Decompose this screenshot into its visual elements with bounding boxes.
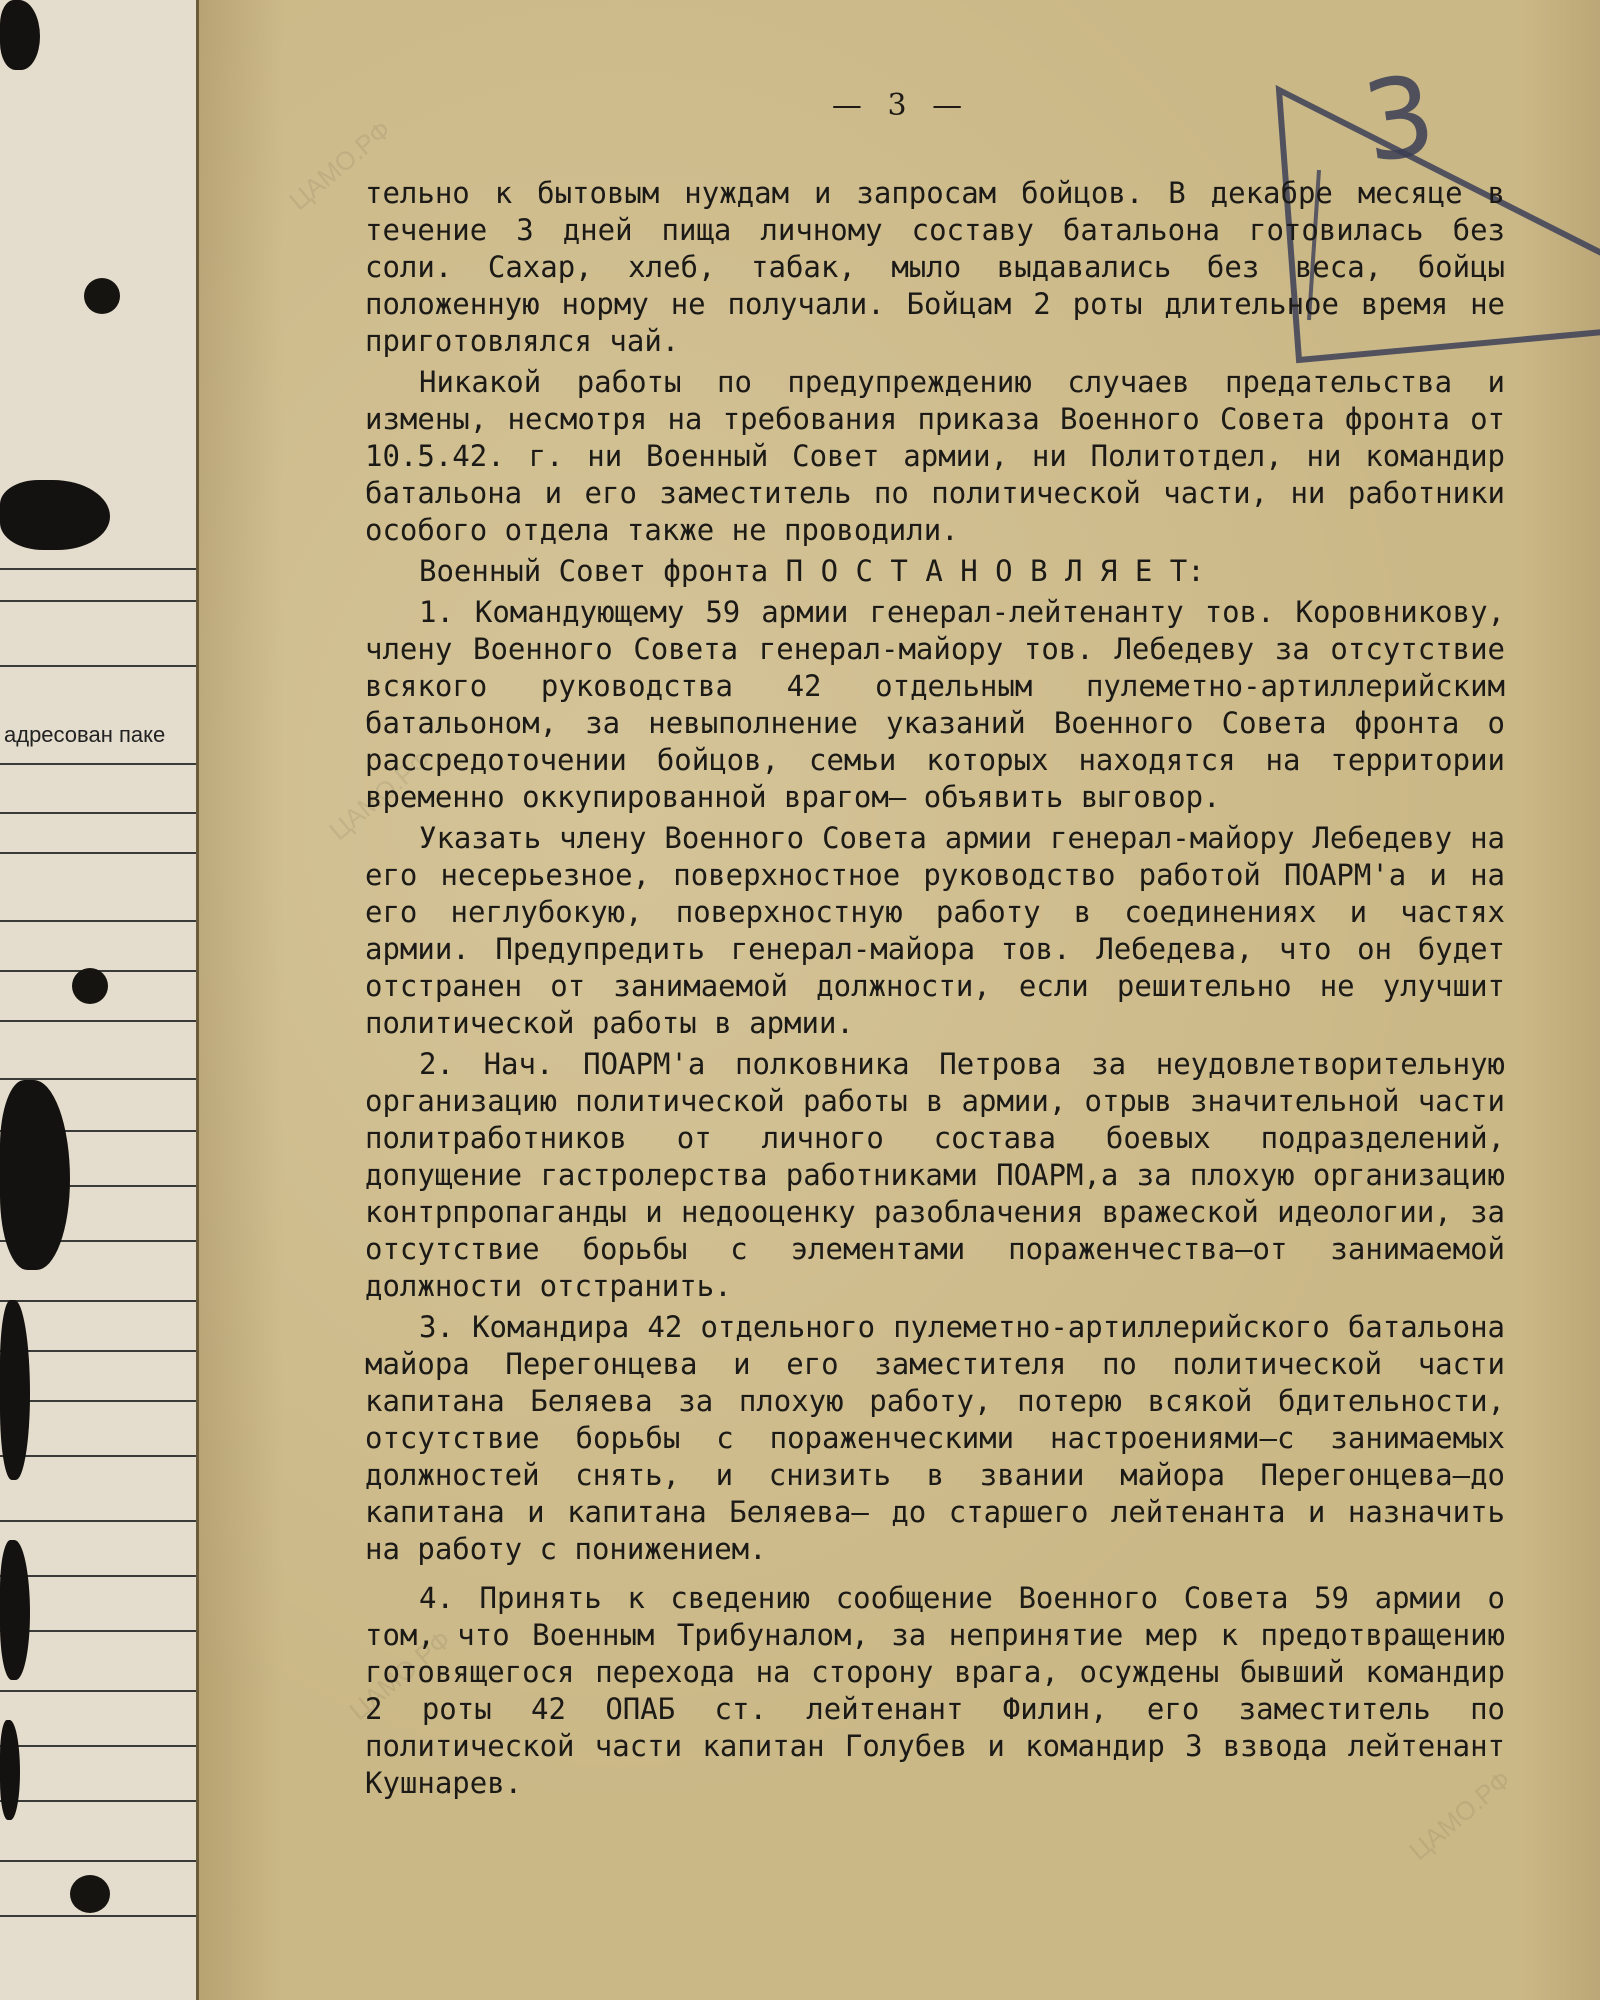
ruled-line <box>0 1520 200 1522</box>
ruled-line <box>0 920 200 922</box>
left-adjacent-sheet <box>0 0 200 2000</box>
damage-mark <box>0 1300 30 1480</box>
document-page <box>196 0 1600 2000</box>
damage-mark <box>0 1080 70 1270</box>
left-sheet-text-fragment: адресован паке <box>4 722 166 747</box>
ruled-line <box>0 1455 200 1457</box>
ruled-line <box>0 600 200 602</box>
ruled-line <box>0 852 200 854</box>
ruled-line <box>0 1020 200 1022</box>
punch-hole <box>84 278 120 314</box>
punch-hole <box>70 1875 110 1913</box>
ruled-line <box>0 812 200 814</box>
ruled-line <box>0 568 200 570</box>
resolution-item-2: 2. Нач. ПОАРМ'а полковника Петрова за неудовлетворительную организацию политической работы в армии, отрыв значительной части политработников от личного состава боевых подразделений, допущение гастролерства работниками ПОАРМ,а за плохую организацию контрпропаганды и недооценку разоблачения вражеской идеологии, за отсутствие борьбы с элементами пораженчества—от занимаемой должности отстранить. <box>365 1047 1505 1303</box>
watermark: ЦАМО.РФ <box>1403 1764 1517 1866</box>
document-body <box>365 175 1505 1806</box>
ruled-line <box>0 1915 200 1917</box>
damage-mark <box>0 1540 30 1680</box>
paragraph-continuation: тельно к бытовым нуждам и запросам бойцов. В декабре месяце в течение 3 дней пища личному составу батальона готовилась без соли. Сахар, хлеб, табак, мыло выдавались без веса, бойцы положенную норму не получали. Бойцам 2 роты длительное время не приготовлялся чай. <box>365 176 1505 358</box>
resolution-item-4: 4. Принять к сведению сообщение Военного Совета 59 армии о том, что Военным Трибуналом, за непринятие мер к предотвращению готовящегося перехода на сторону врага, осуждены бывший командир 2 роты 42 ОПАБ ст. лейтенант Филин, его заместитель по политической части капитан Голубев и командир 3 взвода лейтенант Кушнарев. <box>365 1581 1505 1800</box>
paragraph-no-prevention: Никакой работы по предупреждению случаев предательства и измены, несмотря на требования приказа Военного Совета фронта от 10.5.42. г. ни Военный Совет армии, ни Политотдел, ни командир батальона и его заместитель по политической части, ни работники особого отдела также не проводили. <box>365 365 1505 547</box>
watermark: ЦАМО.РФ <box>343 1624 457 1726</box>
ruled-line <box>0 1800 200 1802</box>
ruled-line <box>0 763 200 765</box>
ruled-line <box>0 1745 200 1747</box>
stamp-number: 3 <box>1355 50 1443 188</box>
ruled-line <box>0 1575 200 1577</box>
punch-hole <box>72 968 108 1004</box>
ruled-line <box>0 1860 200 1862</box>
damage-mark <box>0 480 110 550</box>
page-number: — 3 — <box>831 88 971 123</box>
resolution-item-1: 1. Командующему 59 армии генерал-лейтенанту тов. Коровникову, члену Военного Совета генерал-майору тов. Лебедеву за отсутствие всякого руководства 42 отдельным пулеметно-артиллерийским батальоном, за невыполнение указаний Военного Совета фронта о рассредоточении бойцов, семьи которых находятся на территории временно оккупированной врагом— объявить выговор. <box>365 595 1505 814</box>
ruled-line <box>0 1400 200 1402</box>
damage-mark <box>0 0 40 70</box>
ruled-line <box>0 665 200 667</box>
watermark: ЦАМО.РФ <box>283 114 397 216</box>
watermark: ЦАМО.РФ <box>323 744 437 846</box>
ruled-line <box>0 1630 200 1632</box>
resolution-heading: Военный Совет фронта П О С Т А Н О В Л Я Е Т: <box>419 554 1205 588</box>
resolution-item-3: 3. Командира 42 отдельного пулеметно-артиллерийского батальона майора Перегонцева и его заместителя по политической части капитана Беляева за плохую работу, потерю всякой бдительности, отсутствие борьбы с пораженческими настроениями—с занимаемых должностей снять, и снизить в звании майора Перегонцева—до капитана и капитана Беляева— до старшего лейтенанта и назначить на работу с понижением. <box>365 1310 1505 1566</box>
resolution-item-1-addendum: Указать члену Военного Совета армии генерал-майору Лебедеву на его несерьезное, поверхностное руководство работой ПОАРМ'а и на его неглубокую, поверхностную работу в соединениях и частях армии. Предупредить генерал-майора тов. Лебедева, что он будет отстранен от занимаемой должности, если решительно не улучшит политической работы в армии. <box>365 821 1505 1040</box>
ruled-line <box>0 1350 200 1352</box>
ruled-line <box>0 1690 200 1692</box>
damage-mark <box>0 1720 20 1820</box>
ruled-line <box>0 1300 200 1302</box>
